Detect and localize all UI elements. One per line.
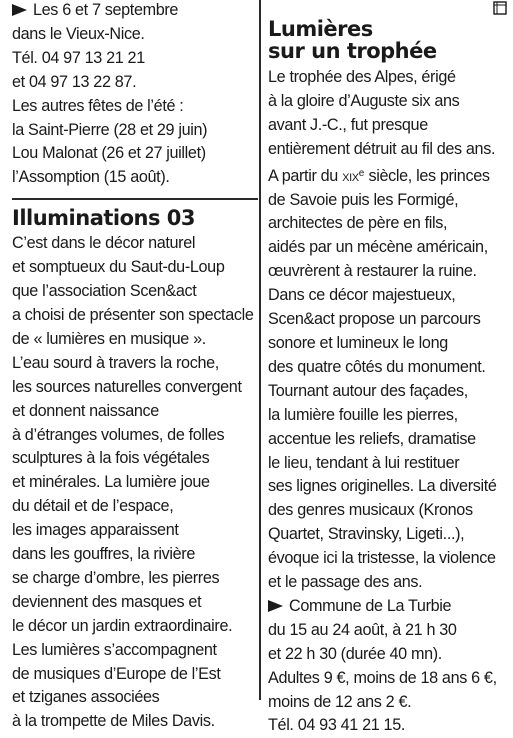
- text-line: deviennent des masques et: [12, 592, 202, 611]
- text-line: à la trompette de Miles Davis.: [12, 712, 215, 731]
- text-line: sonore et lumineux le long: [268, 333, 448, 352]
- text-line: les sources naturelles convergent: [12, 377, 242, 396]
- text-line: des genres musicaux (Kronos: [268, 501, 473, 520]
- text-line: de musiques d’Europe de l’Est: [12, 664, 221, 683]
- text-line: et donnent naissance: [12, 401, 159, 420]
- info-line: Adultes 9 €, moins de 18 ans 6 €,: [268, 668, 497, 687]
- text-line: des quatre côtés du monument.: [268, 357, 486, 376]
- text-line: la lumière fouille les pierres,: [268, 405, 458, 424]
- event-date-line: Les 6 et 7 septembre: [12, 0, 258, 23]
- text-line: sculptures à la fois végétales: [12, 449, 210, 468]
- text-line: L’eau sourd à travers la roche,: [12, 353, 219, 372]
- text-line: à d’étranges volumes, de folles: [12, 425, 225, 444]
- text-line: de Savoie puis les Formigé,: [268, 190, 459, 209]
- century-line: A partir du xix$^e$ siècle, les princes: [268, 166, 490, 185]
- text-line: évoque ici la tristesse, la violence: [268, 549, 496, 568]
- info-line: et 22 h 30 (durée 40 mn).: [268, 644, 442, 663]
- text-line: architectes de père en fils,: [268, 214, 448, 233]
- text-line: de « lumières en musique ».: [12, 329, 206, 348]
- text-line: et minérales. La lumière joue: [12, 473, 210, 492]
- info-line: Tél. 04 93 41 21 15.: [268, 716, 405, 735]
- text-line: et somptueux du Saut-du-Loup: [12, 258, 225, 277]
- text-line: Les autres fêtes de l’été :: [12, 96, 184, 115]
- text-line: œuvrèrent à restaurer la ruine.: [268, 262, 477, 281]
- text-line: dans le Vieux-Nice.: [12, 24, 145, 43]
- section-heading-trophee-line-2: sur un trophée: [268, 39, 437, 63]
- text-line: et tziganes associées: [12, 688, 160, 707]
- text-line: Le trophée des Alpes, érigé: [268, 68, 456, 86]
- text-line: et 04 97 13 22 87.: [12, 72, 137, 91]
- text-line: Quartet, Stravinsky, Ligeti...),: [268, 525, 465, 544]
- section-heading-illuminations: Illuminations 03: [12, 206, 196, 231]
- text-line: à la gloire d’Auguste six ans: [268, 91, 460, 110]
- text-line: Tournant autour des façades,: [268, 381, 468, 400]
- text-line: Dans ce décor majestueux,: [268, 286, 456, 305]
- text-line: se charge d’ombre, les pierres: [12, 568, 220, 587]
- bullet-arrow-icon: [12, 4, 27, 16]
- text-line: aidés par un mécène américain,: [268, 238, 488, 257]
- text-line: le lieu, tendant à lui restituer: [268, 453, 460, 472]
- text-line: C’est dans le décor naturel: [12, 234, 196, 253]
- text-line: Scen&act propose un parcours: [268, 310, 481, 329]
- text-line: que l’association Scen&act: [12, 282, 197, 301]
- venue-line: Commune de La Turbie: [268, 595, 504, 619]
- text-line: entièrement détruit au fil des ans.: [268, 139, 496, 158]
- text-line: ses lignes originelles. La diversité: [268, 477, 497, 496]
- text-line: accentue les reliefs, dramatise: [268, 429, 476, 448]
- page-corner-icon: [493, 1, 507, 15]
- text-line: a choisi de présenter son spectacle: [12, 305, 254, 324]
- right-column: [268, 0, 504, 738]
- info-line: moins de 12 ans 2 €.: [268, 692, 412, 711]
- text-line: Tél. 04 97 13 21 21: [12, 48, 145, 67]
- text-line: Lou Malonat (26 et 27 juillet): [12, 144, 206, 163]
- column-divider: [259, 0, 261, 700]
- text-line: Les lumières s’accompagnent: [12, 640, 217, 659]
- bullet-arrow-icon: [268, 600, 283, 612]
- section-rule: [12, 198, 258, 200]
- section-heading-trophee-line-1: Lumières: [268, 17, 373, 41]
- text-line: la Saint-Pierre (28 et 29 juin): [12, 120, 208, 139]
- text-line: l’Assomption (15 août).: [12, 168, 170, 187]
- text-line: le décor un jardin extraordinaire.: [12, 616, 233, 635]
- text-line: du détail et de l’espace,: [12, 497, 174, 516]
- text-line: les images apparaissent: [12, 521, 179, 540]
- info-line: du 15 au 24 août, à 21 h 30: [268, 620, 457, 639]
- left-column: [12, 0, 258, 734]
- text-line: dans les gouffres, la rivière: [12, 545, 196, 564]
- text-line: et le passage des ans.: [268, 573, 423, 592]
- text-line: avant J.-C., fut presque: [268, 115, 428, 134]
